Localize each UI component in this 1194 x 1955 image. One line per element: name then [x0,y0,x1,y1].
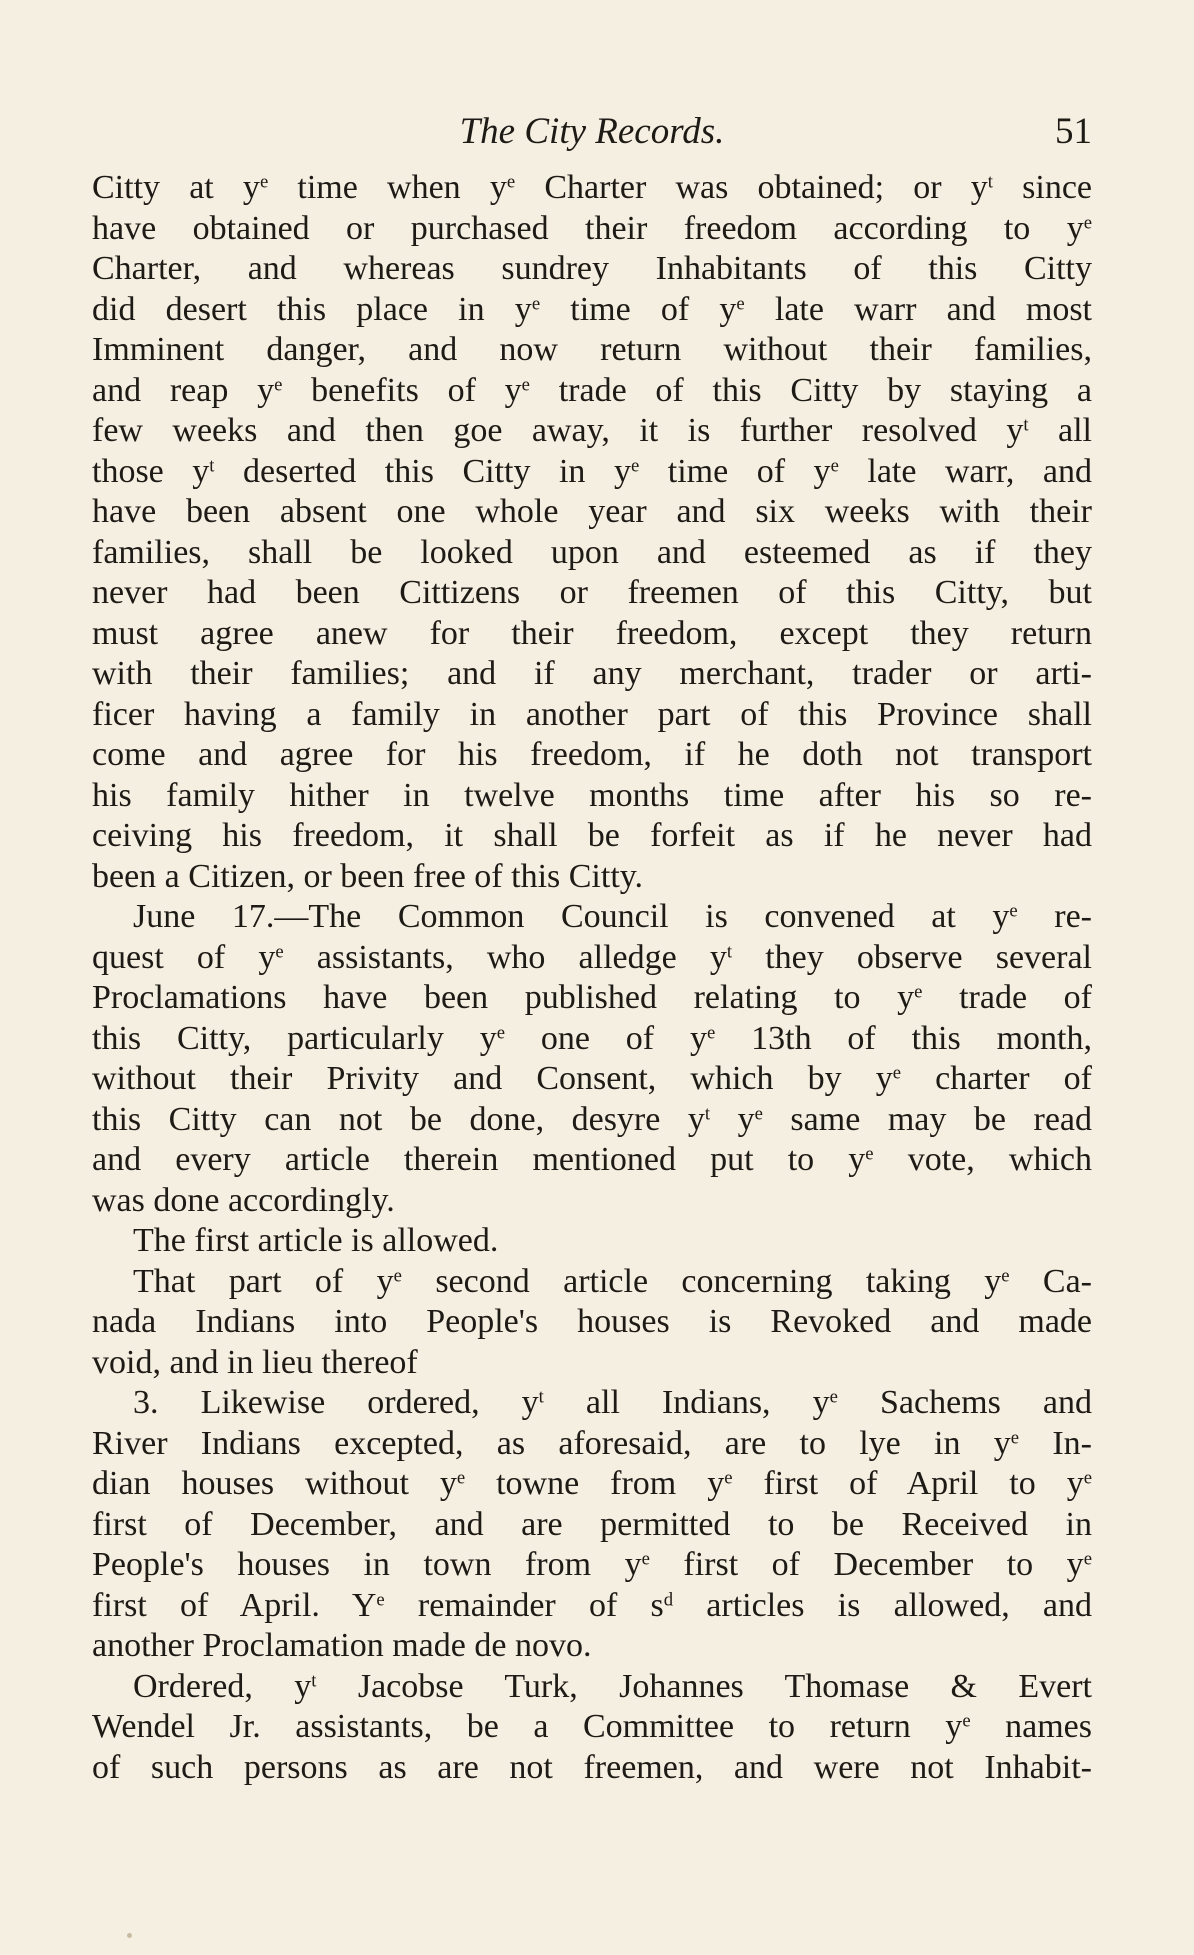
text-segment: names [970,1708,1093,1745]
superscript-letter: e [259,171,269,193]
superscript-letter: t [987,171,993,193]
text-segment: without their Privity and Consent, which by y [92,1060,893,1097]
text-line [92,695,1092,736]
text-line [92,1100,1092,1141]
text-segment: all [1028,412,1093,449]
text-line [92,735,1092,776]
text-line [92,776,1092,817]
text-segment: People's houses in town from y [92,1546,642,1583]
text-segment: towne from y [465,1465,725,1502]
text-line [92,1748,1092,1789]
text-segment: ceiving his freedom, it shall be forfeit as if he never had [92,817,1092,854]
text-segment: Jacobse Turk, Johannes Thomase & Evert [316,1667,1092,1705]
text-segment: trade of [922,979,1092,1016]
text-segment: nada Indians into People's houses is Revoked and made [92,1303,1092,1340]
text-segment: come and agree for his freedom, if he doth not transport [92,736,1092,773]
superscript-letter: t [726,941,733,963]
text-line [92,1505,1092,1546]
text-line [92,492,1092,533]
superscript-letter: d [663,1589,674,1611]
superscript-letter: e [914,981,923,1003]
text-segment: 13th of this month, [715,1019,1092,1057]
text-segment: few weeks and then goe away, it is further resolved y [92,412,1024,449]
text-segment: River Indians excepted, as aforesaid, are to lye in y [92,1424,1011,1462]
superscript-letter: e [829,1386,838,1408]
superscript-letter: e [376,1589,385,1611]
text-segment: time when y [268,169,507,206]
text-line [92,1302,1092,1343]
text-segment: of such persons as are not freemen, and were not Inhabit- [92,1748,1092,1786]
text-line [92,1262,1092,1303]
superscript-letter: e [736,293,745,315]
text-segment: Proclamations have been published relating to y [92,979,915,1016]
text-line [92,249,1092,290]
text-segment: Charter, and whereas sundrey Inhabitants of this Citty [92,250,1092,287]
text-segment: y [710,1100,755,1138]
text-line [92,1140,1092,1181]
text-line [92,1667,1092,1708]
superscript-letter: e [496,1022,505,1044]
text-segment: June 17.—The Common Council is convened at y [133,898,1010,935]
text-line [92,1464,1092,1505]
text-segment: have obtained or purchased their freedom according to y [92,209,1084,247]
superscript-letter: e [1010,1427,1020,1449]
text-segment: trade of this Citty by staying a [529,371,1092,409]
text-segment: time of y [540,290,737,328]
text-segment: first of April to y [732,1465,1084,1502]
text-line [92,371,1092,412]
text-segment: same may be read [762,1100,1093,1138]
text-segment: void, and in lieu thereof [92,1343,418,1381]
text-line [92,816,1092,857]
text-segment: and every article therein mentioned put to y [92,1141,866,1178]
text-line [92,1059,1092,1100]
text-segment: was done accordingly. [92,1181,395,1219]
text-line [92,1586,1092,1627]
text-segment: re- [1017,898,1092,935]
text-line [92,654,1092,695]
text-segment: That part of y [133,1262,394,1300]
text-segment: late warr and most [744,290,1092,328]
text-segment: this Citty can not be done, desyre y [92,1100,705,1138]
text-segment: vote, which [873,1141,1092,1178]
text-line [92,978,1092,1019]
text-segment: have been absent one whole year and six weeks with their [92,493,1092,530]
text-line [92,1181,1092,1222]
text-line [92,1424,1092,1465]
superscript-letter: e [630,455,640,477]
superscript-letter: e [521,374,530,396]
text-line [92,614,1092,655]
text-segment: late warr, and [838,452,1093,490]
text-segment: dian houses without y [92,1465,457,1502]
superscript-letter: e [1083,1548,1092,1570]
text-segment: and reap y [92,371,275,409]
text-segment: 3. Likewise ordered, y [133,1384,539,1421]
superscript-letter: e [393,1265,402,1287]
text-line [92,1221,1092,1262]
superscript-letter: t [209,455,215,477]
superscript-letter: e [962,1710,971,1732]
superscript-letter: t [1023,414,1029,436]
text-segment: Sachems and [837,1384,1092,1421]
page-header [92,110,1092,158]
text-segment: benefits of y [282,371,522,409]
text-segment: first of December, and are permitted to be Received in [92,1505,1092,1543]
text-segment: with their families; and if any merchant, trader or arti- [92,655,1092,692]
superscript-letter: e [724,1467,733,1489]
text-segment: time of y [639,452,831,490]
text-segment: one of y [505,1019,707,1057]
text-segment: first of December to y [649,1546,1084,1583]
text-line [92,330,1092,371]
text-line [92,1343,1092,1384]
superscript-letter: e [531,293,541,315]
superscript-letter: e [1001,1265,1010,1287]
text-line [92,1707,1092,1748]
text-segment: The first article is allowed. [133,1222,499,1259]
text-line [92,1545,1092,1586]
text-segment: they observe several [732,938,1093,976]
text-segment: deserted this Citty in y [214,452,631,490]
superscript-letter: t [704,1103,711,1125]
text-line [92,1626,1092,1667]
text-segment: must agree anew for their freedom, except they return [92,614,1092,652]
text-segment: those y [92,452,210,490]
text-segment: never had been Cittizens or freemen of this Citty, but [92,574,1092,611]
text-line [92,290,1092,331]
text-segment: since [992,169,1093,206]
superscript-letter: e [274,374,283,396]
superscript-letter: e [892,1062,902,1084]
text-segment: second article concerning taking y [401,1262,1002,1300]
text-segment: Imminent danger, and now return without their families, [92,331,1092,368]
text-segment: remainder of s [384,1586,664,1624]
superscript-letter: t [538,1386,544,1408]
superscript-letter: e [706,1022,716,1044]
text-segment: ficer having a family in another part of this Province shall [92,695,1092,733]
text-segment: this Citty, particularly y [92,1019,497,1057]
text-line [92,411,1092,452]
superscript-letter: e [275,941,284,963]
superscript-letter: e [1083,1467,1092,1489]
text-line [92,573,1092,614]
superscript-letter: e [506,171,516,193]
text-line [92,452,1092,493]
text-segment: Ca- [1009,1262,1092,1300]
superscript-letter: e [456,1467,466,1489]
superscript-letter: e [1009,900,1018,922]
text-line [92,857,1092,898]
text-line [92,168,1092,209]
paper-speck [127,1933,132,1938]
text-segment: been a Citizen, or been free of this Citty. [92,857,644,895]
text-segment: his family hither in twelve months time after his so re- [92,776,1092,814]
superscript-letter: e [641,1548,650,1570]
text-segment: assistants, who alledge y [283,938,727,976]
text-segment: first of April. Y [92,1586,377,1624]
text-segment: Citty at y [92,169,260,206]
text-segment: did desert this place in y [92,290,532,328]
text-segment: In- [1019,1424,1092,1462]
running-title: The City Records. [459,111,725,152]
text-segment: Wendel Jr. assistants, be a Committee to return y [92,1708,963,1745]
text-segment: families, shall be looked upon and esteemed as if they [92,533,1092,571]
superscript-letter: e [754,1103,763,1125]
text-segment: articles is allowed, and [673,1586,1092,1624]
page-number: 51 [1055,111,1092,152]
text-segment: another Proclamation made de novo. [92,1627,592,1664]
superscript-letter: e [830,455,839,477]
text-line [92,1383,1092,1424]
superscript-letter: e [1083,212,1092,234]
text-line [92,897,1092,938]
body-text [92,168,1092,1788]
text-segment: charter of [901,1060,1092,1097]
text-segment: Charter was obtained; or y [515,169,988,206]
text-line [92,533,1092,574]
text-line [92,938,1092,979]
text-line [92,1019,1092,1060]
superscript-letter: t [311,1670,317,1692]
superscript-letter: e [865,1143,874,1165]
text-line [92,209,1092,250]
text-segment: quest of y [92,938,276,976]
text-segment: Ordered, y [133,1667,312,1705]
text-segment: all Indians, y [543,1384,830,1421]
